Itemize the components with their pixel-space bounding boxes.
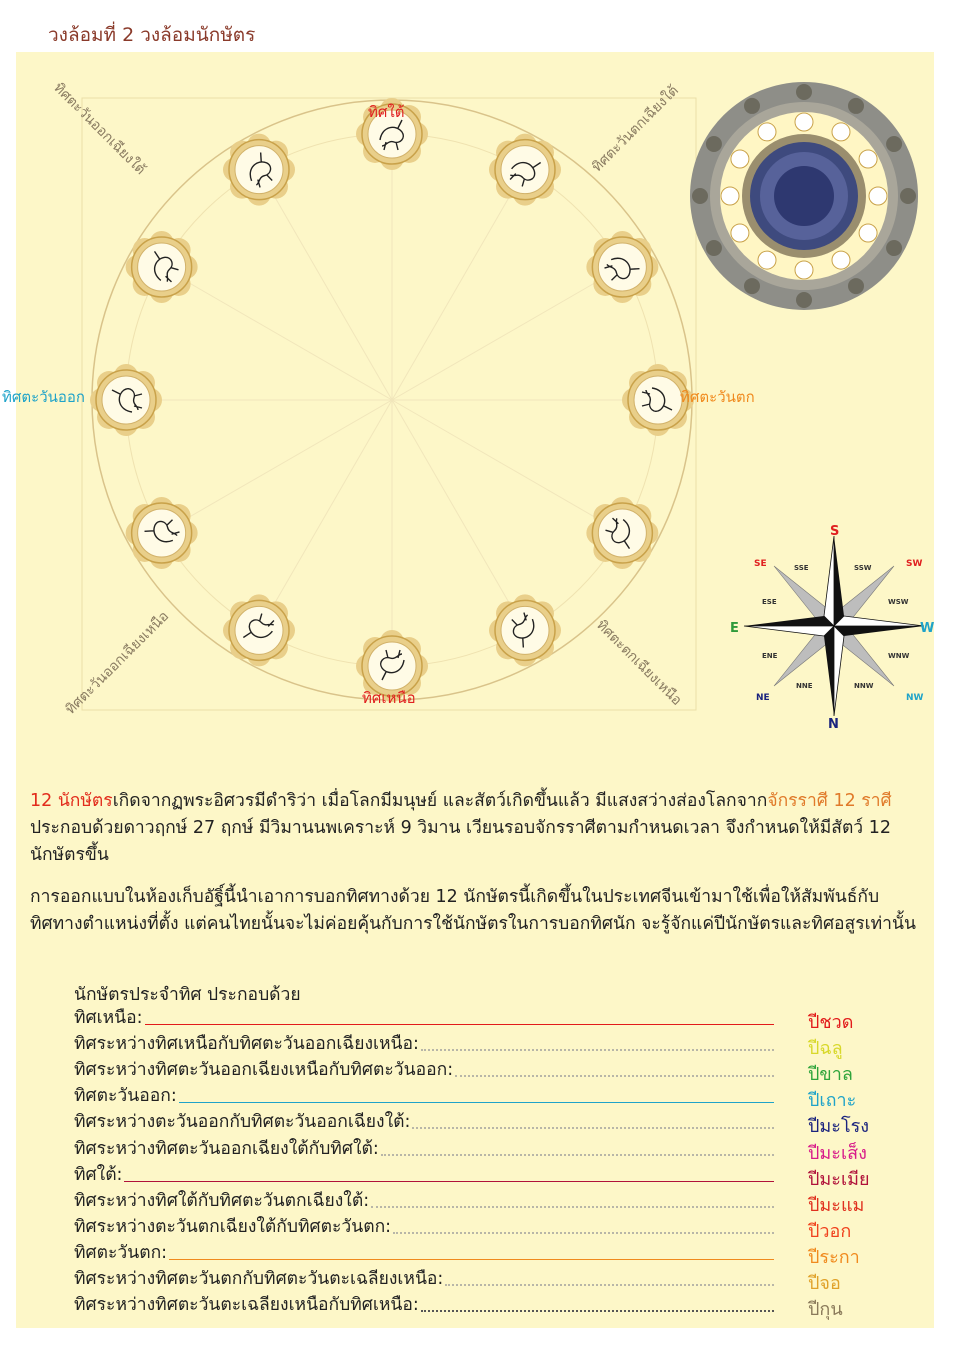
legend-leader-line — [455, 1075, 774, 1077]
label-east: ทิศตะวันออก — [2, 388, 85, 406]
legend-leader-line — [445, 1284, 774, 1286]
compass-n: N — [828, 717, 839, 732]
legend-row — [74, 1240, 774, 1266]
legend-year: ปีมะเส็ง — [808, 1142, 867, 1164]
legend-year: ปีมะโรง — [808, 1116, 870, 1138]
rabbit-icon — [90, 364, 162, 436]
legend-label: ทิศตะวันตก: — [74, 1242, 168, 1263]
dragon-icon — [126, 231, 198, 303]
legend-row — [74, 1005, 774, 1031]
pig-icon — [489, 594, 561, 666]
compass-e: E — [730, 621, 739, 636]
legend-leader-line — [169, 1259, 774, 1260]
legend-leader-line — [179, 1102, 774, 1103]
legend-row — [74, 1031, 774, 1057]
legend-year: ปีมะเมีย — [808, 1168, 870, 1190]
legend-leader-line — [412, 1127, 774, 1129]
legend-label: ทิศระหว่างตะวันออกกับทิศตะวันออกเฉียงใต้: — [74, 1112, 411, 1133]
label-west: ทิศตะวันตก — [680, 388, 755, 406]
label-northeast: ทิศตะวันออกเฉียงเหนือ — [62, 608, 173, 718]
compass-sw: SW — [906, 559, 923, 569]
label-southwest: ทิศตะวันตกเฉียงใต้ — [589, 82, 682, 176]
compass-se: SE — [754, 559, 767, 569]
ox-icon — [223, 594, 295, 666]
goat-icon — [489, 134, 561, 206]
legend-year: ปีจอ — [808, 1273, 841, 1294]
legend-year: ปีระกา — [808, 1246, 860, 1268]
legend-leader-line — [381, 1154, 774, 1156]
highlight-12-zodiac: 12 นักษัตร — [30, 791, 113, 811]
legend-title: นักษัตรประจำทิศ ประกอบด้วย — [74, 985, 301, 1005]
legend-leader-line — [124, 1181, 774, 1182]
legend-year: ปีชวด — [808, 1012, 854, 1033]
legend-row — [74, 1292, 774, 1318]
legend-row — [74, 1266, 774, 1292]
paragraph-origin-text-2: ประกอบด้วยดาวฤกษ์ 27 ฤกษ์ มีวิมานนพเคราะห์ 9 วิมาน เวียนรอบจักรราศีตามกำหนดเวลา จึงกำหนดให้มีสัตว์ 12 นักษัตรขึ้น — [30, 818, 891, 865]
paragraph-origin-text: เกิดจากฏพระอิศวรมีดำริว่า เมื่อโลกมีมนุษย์ และสัตว์เกิดขึ้นแล้ว มีแสงสว่างส่องโลกจาก — [112, 791, 768, 811]
highlight-12-signs: จักรราศี 12 ราศี — [767, 791, 892, 811]
legend-label: ทิศระหว่างทิศตะวันตกกับทิศตะวันตะเฉลียงเหนือ: — [74, 1269, 444, 1289]
legend-year: ปีเถาะ — [808, 1090, 857, 1112]
legend-leader-line — [393, 1232, 774, 1234]
wheel-spokes — [126, 134, 658, 666]
compass-nne: NNE — [796, 682, 813, 690]
legend-label: ทิศระหว่างทิศใต้กับทิศตะวันตกเฉียงใต้: — [74, 1190, 370, 1211]
label-north: ทิศเหนือ — [362, 689, 416, 707]
content-panel — [2, 52, 935, 1328]
legend-label: ทิศระหว่างทิศตะวันออกเฉียงใต้กับทิศใต้: — [74, 1138, 379, 1159]
legend-label: ทิศระหว่างตะวันตกเฉียงใต้กับทิศตะวันตก: — [74, 1216, 392, 1237]
legend-row — [74, 1057, 774, 1083]
legend-year: ปีขาล — [808, 1064, 853, 1086]
legend-leader-line — [421, 1310, 774, 1312]
legend-label: ทิศเหนือ: — [74, 1008, 143, 1028]
monkey-icon — [586, 231, 658, 303]
compass-ene: ENE — [762, 652, 778, 660]
legend-year: ปีวอก — [808, 1220, 852, 1242]
legend-row — [74, 1214, 774, 1240]
compass-rose — [730, 522, 940, 732]
legend-row — [74, 1136, 774, 1162]
label-northwest: ทิศตะตกเฉียงเหนือ — [592, 617, 685, 709]
paragraph-origin — [30, 788, 930, 869]
compass-wnw: WNW — [888, 652, 910, 660]
legend-label: ทิศระหว่างทิศตะวันตะเฉลียงเหนือกับทิศเหนือ: — [74, 1295, 419, 1316]
legend-leader-line — [371, 1206, 774, 1208]
compass-ese: ESE — [762, 598, 777, 606]
legend-label: ทิศระหว่างทิศตะวันออกเฉียงเหนือกับทิศตะวันออก: — [74, 1060, 454, 1081]
compass-wsw: WSW — [888, 598, 909, 606]
dog-icon — [586, 497, 658, 569]
page-title: วงล้อมที่ 2 วงล้อมนักษัตร — [48, 24, 256, 46]
zodiac-ceiling-image — [688, 80, 920, 312]
legend-year: ปีกุน — [808, 1299, 843, 1321]
legend-year: ปีฉลู — [808, 1038, 843, 1060]
legend-row — [74, 1162, 774, 1188]
label-south: ทิศใต้ — [368, 103, 405, 121]
compass-sse: SSE — [794, 564, 809, 572]
compass-ssw: SSW — [854, 564, 872, 572]
compass-nnw: NNW — [854, 682, 874, 690]
legend-row — [74, 1188, 774, 1214]
compass-s: S — [830, 524, 840, 539]
snake-icon — [223, 134, 295, 206]
compass-w: W — [920, 621, 935, 636]
compass-ne: NE — [756, 693, 770, 703]
legend-leader-line — [421, 1049, 774, 1051]
legend-label: ทิศใต้: — [74, 1164, 123, 1185]
paragraph-design: การออกแบบในห้องเก็บอัฐิ์นี้นำเอาการบอกทิศทางด้วย 12 นักษัตรนี้เกิดขึ้นในประเทศจีนเข้ามาใช้เพื่อให้สัมพันธ์กับทิศทางตำแหน่งที่ตั้ง แต่คนไทยนั้นจะไม่ค่อยคุ้นกับการใช้นักษัตรในการบอกทิศนัก จะรู้จักแค่ปีนักษัตรและทิศอสูรเท่านั้น — [30, 887, 916, 934]
legend-row — [74, 1083, 774, 1109]
label-southeast: ทิศตะวันออกเฉียงใต้ — [50, 79, 149, 179]
tiger-icon — [126, 497, 198, 569]
legend-leader-line — [145, 1024, 774, 1025]
legend-row — [74, 1109, 774, 1135]
compass-nw: NW — [906, 693, 924, 703]
legend-label: ทิศตะวันออก: — [74, 1086, 177, 1107]
legend-label: ทิศระหว่างทิศเหนือกับทิศตะวันออกเฉียงเหนือ: — [74, 1034, 419, 1055]
legend-year: ปีมะแม — [808, 1194, 865, 1216]
